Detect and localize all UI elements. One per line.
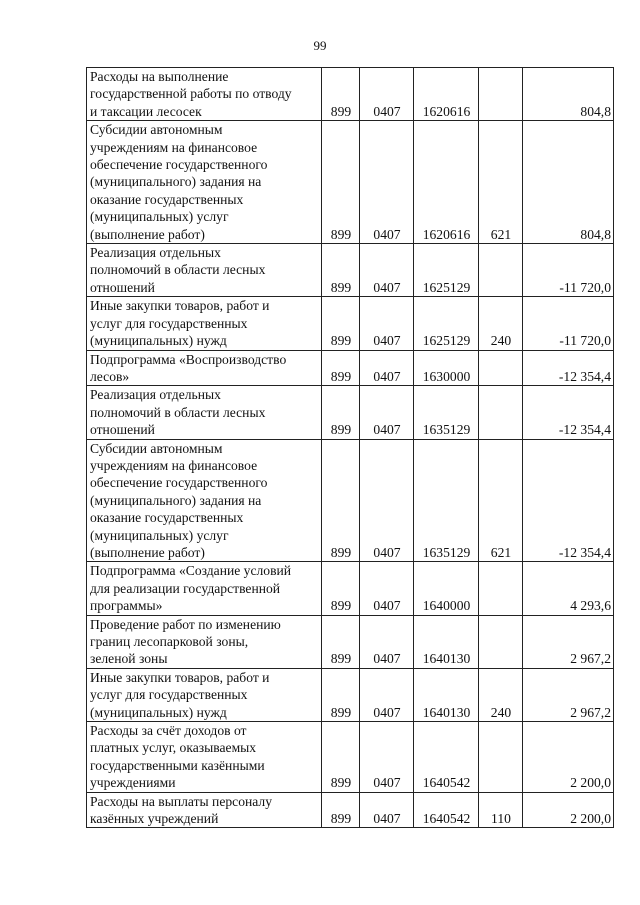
page-number: 99 <box>313 38 327 53</box>
row-section-code: 0407 <box>360 615 414 668</box>
row-amount: 2 200,0 <box>523 722 614 793</box>
row-expense-type: 621 <box>479 439 523 562</box>
row-description: Подпрограмма «Воспроизводство лесов» <box>87 350 322 386</box>
row-expense-type: 621 <box>479 121 523 244</box>
row-admin-code: 899 <box>322 386 360 439</box>
row-target-code: 1620616 <box>414 68 479 121</box>
row-target-code: 1640542 <box>414 792 479 828</box>
row-section-code: 0407 <box>360 722 414 793</box>
row-amount: -11 720,0 <box>523 297 614 350</box>
row-amount: 2 967,2 <box>523 615 614 668</box>
row-section-code: 0407 <box>360 68 414 121</box>
row-target-code: 1625129 <box>414 297 479 350</box>
row-admin-code: 899 <box>322 722 360 793</box>
row-expense-type: 240 <box>479 297 523 350</box>
row-expense-type: 240 <box>479 668 523 721</box>
row-expense-type <box>479 562 523 615</box>
row-description: Реализация отдельных полномочий в области лесных отношений <box>87 244 322 297</box>
row-target-code: 1625129 <box>414 244 479 297</box>
row-expense-type <box>479 350 523 386</box>
table-row <box>87 244 614 297</box>
row-amount: 804,8 <box>523 68 614 121</box>
row-amount: 804,8 <box>523 121 614 244</box>
row-expense-type <box>479 615 523 668</box>
row-admin-code: 899 <box>322 668 360 721</box>
table-row <box>87 722 614 793</box>
row-target-code: 1620616 <box>414 121 479 244</box>
row-description: Подпрограмма «Создание условий для реализации государственной программы» <box>87 562 322 615</box>
row-amount: 2 200,0 <box>523 792 614 828</box>
row-expense-type <box>479 244 523 297</box>
row-expense-type <box>479 722 523 793</box>
row-target-code: 1640130 <box>414 668 479 721</box>
row-description: Расходы на выполнение государственной работы по отводу и таксации лесосек <box>87 68 322 121</box>
row-admin-code: 899 <box>322 121 360 244</box>
row-target-code: 1630000 <box>414 350 479 386</box>
row-admin-code: 899 <box>322 562 360 615</box>
row-admin-code: 899 <box>322 244 360 297</box>
row-description: Проведение работ по изменению границ лесопарковой зоны, зеленой зоны <box>87 615 322 668</box>
row-section-code: 0407 <box>360 439 414 562</box>
row-target-code: 1635129 <box>414 439 479 562</box>
row-amount: 2 967,2 <box>523 668 614 721</box>
row-section-code: 0407 <box>360 792 414 828</box>
table-row <box>87 615 614 668</box>
row-amount: -12 354,4 <box>523 386 614 439</box>
table-row <box>87 68 614 121</box>
row-admin-code: 899 <box>322 68 360 121</box>
row-amount: -12 354,4 <box>523 350 614 386</box>
row-admin-code: 899 <box>322 439 360 562</box>
row-description: Иные закупки товаров, работ и услуг для государственных (муниципальных) нужд <box>87 297 322 350</box>
row-description: Субсидии автономным учреждениям на финансовое обеспечение государственного (муниципального) задания на оказание государственных (муниципальных) услуг (выполнение работ) <box>87 121 322 244</box>
row-description: Субсидии автономным учреждениям на финансовое обеспечение государственного (муниципального) задания на оказание государственных (муниципальных) услуг (выполнение работ) <box>87 439 322 562</box>
row-description: Реализация отдельных полномочий в области лесных отношений <box>87 386 322 439</box>
table-row <box>87 350 614 386</box>
row-target-code: 1640130 <box>414 615 479 668</box>
row-amount: -11 720,0 <box>523 244 614 297</box>
row-description: Расходы на выплаты персоналу казённых учреждений <box>87 792 322 828</box>
row-section-code: 0407 <box>360 121 414 244</box>
row-admin-code: 899 <box>322 350 360 386</box>
row-admin-code: 899 <box>322 615 360 668</box>
row-amount: 4 293,6 <box>523 562 614 615</box>
row-section-code: 0407 <box>360 244 414 297</box>
row-section-code: 0407 <box>360 668 414 721</box>
table-row <box>87 297 614 350</box>
row-section-code: 0407 <box>360 562 414 615</box>
row-amount: -12 354,4 <box>523 439 614 562</box>
table-row <box>87 386 614 439</box>
row-expense-type: 110 <box>479 792 523 828</box>
row-expense-type <box>479 386 523 439</box>
row-section-code: 0407 <box>360 350 414 386</box>
row-description: Иные закупки товаров, работ и услуг для государственных (муниципальных) нужд <box>87 668 322 721</box>
budget-table <box>86 67 614 828</box>
table-row <box>87 121 614 244</box>
row-admin-code: 899 <box>322 297 360 350</box>
table-row <box>87 562 614 615</box>
row-section-code: 0407 <box>360 386 414 439</box>
row-target-code: 1635129 <box>414 386 479 439</box>
row-description: Расходы за счёт доходов от платных услуг, оказываемых государственными казёнными учреждениями <box>87 722 322 793</box>
table-row <box>87 668 614 721</box>
row-section-code: 0407 <box>360 297 414 350</box>
table-row <box>87 439 614 562</box>
row-target-code: 1640000 <box>414 562 479 615</box>
row-target-code: 1640542 <box>414 722 479 793</box>
table-row <box>87 792 614 828</box>
row-admin-code: 899 <box>322 792 360 828</box>
row-expense-type <box>479 68 523 121</box>
